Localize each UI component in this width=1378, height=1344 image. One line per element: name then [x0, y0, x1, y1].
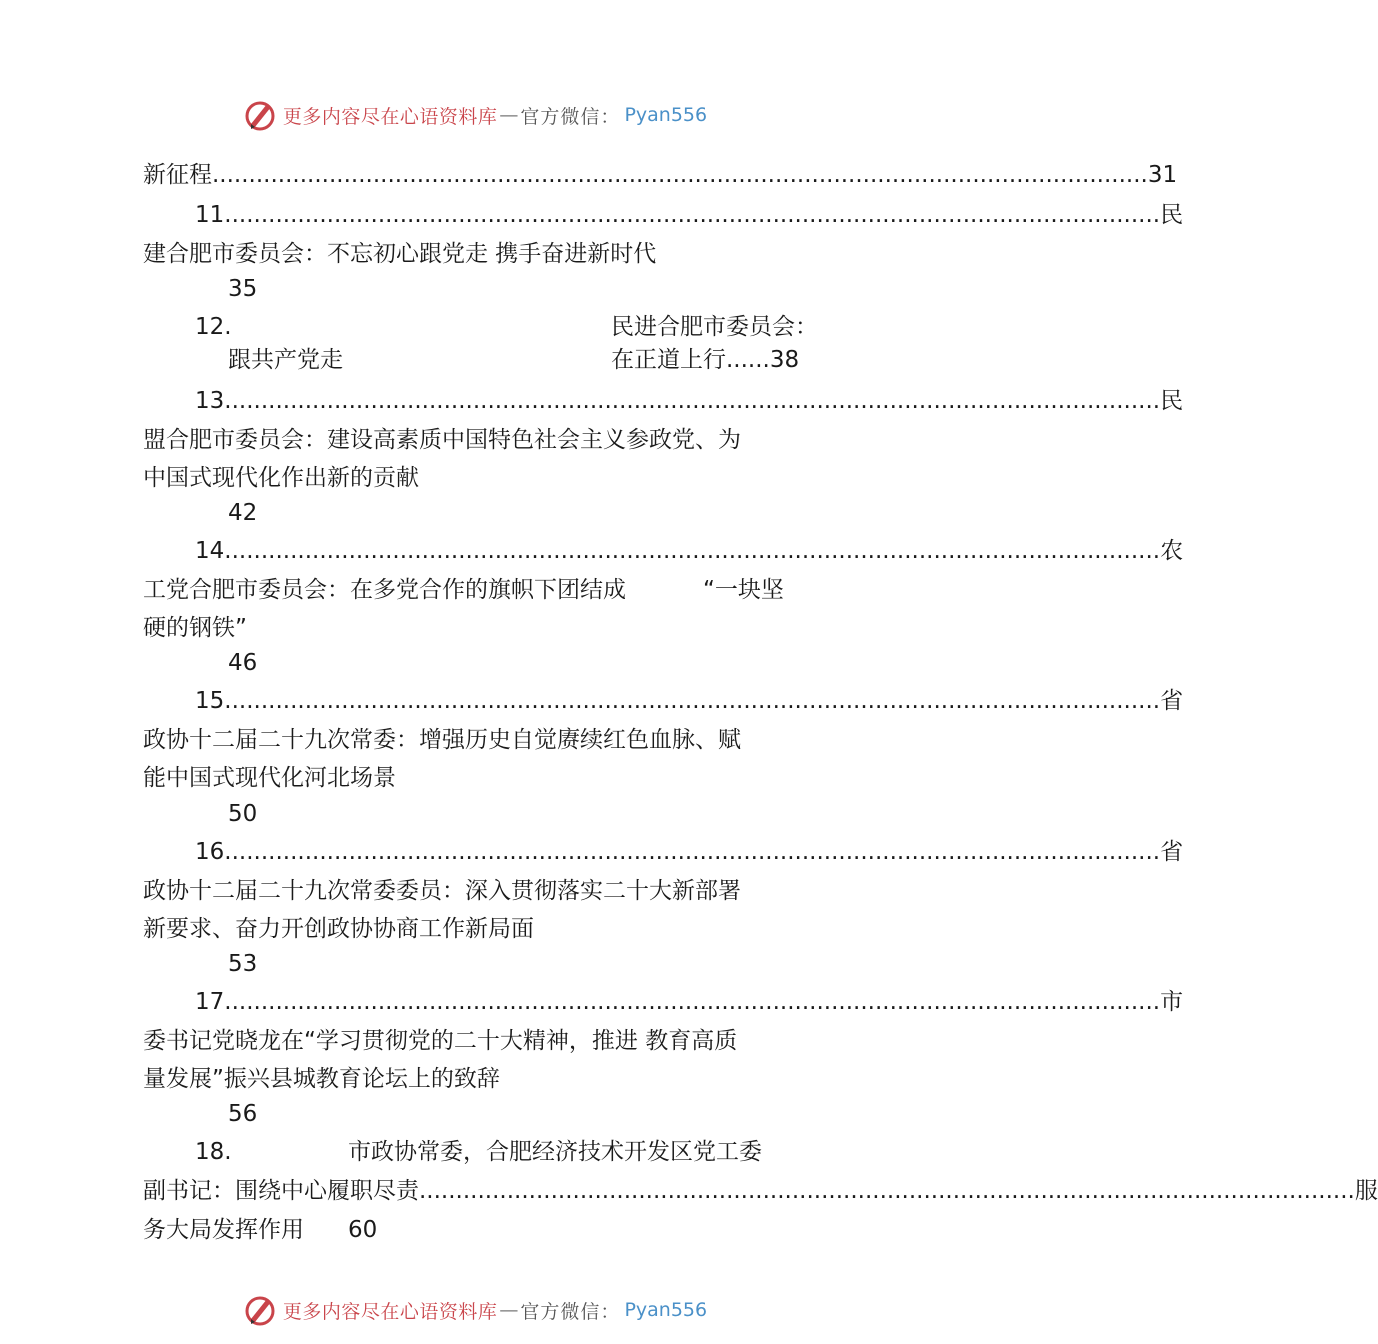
toc-page-number: 60	[348, 1217, 378, 1243]
toc-entry-line	[143, 1176, 1378, 1206]
toc-entry-text: 务大局发挥作用	[143, 1217, 304, 1243]
toc-entry-tail: 省	[1160, 688, 1184, 714]
toc-entry-text: 在正道上行......38	[611, 347, 800, 373]
watermark-header	[0, 95, 950, 135]
toc-page-number: 46	[228, 650, 258, 676]
watermark-text: 更多内容尽在心语资料库	[282, 105, 498, 128]
watermark-footer	[0, 1290, 950, 1330]
toc-page-number: 56	[228, 1101, 258, 1127]
toc-page-number: 42	[228, 500, 258, 526]
toc-entry-number: 16	[195, 839, 225, 865]
toc-entry-number: 15	[195, 688, 225, 714]
toc-page-number: 50	[228, 801, 258, 827]
toc-entry-text: 量发展”振兴县城教育论坛上的致辞	[143, 1066, 500, 1092]
toc-entry-text: 新征程	[143, 162, 212, 188]
watermark-text: 更多内容尽在心语资料库	[282, 1300, 498, 1323]
toc-entry-tail: 省	[1160, 839, 1184, 865]
toc-entry-text: 建合肥市委员会：不忘初心跟党走 携手奋进新时代	[143, 241, 657, 267]
toc-entry-text: 中国式现代化作出新的贡献	[143, 465, 419, 491]
dot-leader: ................................................................................................................................	[224, 688, 1161, 714]
toc-entry-line	[195, 386, 1184, 416]
pen-logo-icon	[243, 98, 277, 132]
toc-page-number: 53	[228, 951, 258, 977]
toc-entry-number: 13	[195, 388, 225, 414]
toc-entry-text: 硬的钢铁”	[143, 615, 247, 641]
toc-page-number: 35	[228, 276, 258, 302]
toc-entry-text: 跟共产党走	[228, 347, 343, 373]
watermark-separator: —	[499, 104, 519, 126]
toc-entry-tail: 服	[1354, 1178, 1378, 1204]
toc-entry-line	[195, 987, 1184, 1017]
toc-entry-text: 委书记党晓龙在“学习贯彻党的二十大精神，推进 教育高质	[143, 1028, 738, 1054]
toc-entry-line	[195, 686, 1184, 716]
watermark-account: Pyan556	[624, 1299, 708, 1321]
toc-entry-number: 17	[195, 989, 225, 1015]
dot-leader: ................................................................................................................................	[224, 839, 1161, 865]
toc-entry-line	[143, 160, 1178, 190]
toc-entry-line	[195, 837, 1184, 867]
watermark-separator: —	[499, 1299, 519, 1321]
toc-entry-number: 14	[195, 538, 225, 564]
toc-entry-text: 盟合肥市委员会：建设高素质中国特色社会主义参政党、为	[143, 427, 741, 453]
toc-entry-text: 能中国式现代化河北场景	[143, 765, 396, 791]
toc-entry-tail: 民	[1160, 202, 1184, 228]
toc-entry-number: 11	[195, 202, 225, 228]
toc-entry-text: “一块坚	[703, 577, 784, 603]
watermark-label: 官方微信：	[520, 105, 621, 128]
toc-entry-tail: 民	[1160, 388, 1184, 414]
toc-entry-tail: 市	[1160, 989, 1184, 1015]
toc-entry-text: 副书记：围绕中心履职尽责	[143, 1178, 419, 1204]
toc-entry-number: 18.	[195, 1139, 232, 1165]
toc-entry-text: 民进合肥市委员会：	[611, 314, 818, 340]
dot-leader: ................................................................................................................................	[224, 538, 1161, 564]
toc-entry-tail: 农	[1160, 538, 1184, 564]
toc-entry-text: 政协十二届二十九次常委委员：深入贯彻落实二十大新部署	[143, 878, 741, 904]
watermark-label: 官方微信：	[520, 1300, 621, 1323]
toc-entry-number: 12.	[195, 314, 232, 340]
toc-entry-text: 新要求、奋力开创政协协商工作新局面	[143, 916, 534, 942]
watermark-account: Pyan556	[624, 104, 708, 126]
toc-entry-line	[195, 536, 1184, 566]
dot-leader: ................................................................................................................................	[224, 388, 1161, 414]
dot-leader: ................................................................................................................................	[419, 1178, 1355, 1204]
toc-entry-text: 工党合肥市委员会：在多党合作的旗帜下团结成	[143, 577, 626, 603]
dot-leader: ................................................................................................................................	[224, 989, 1161, 1015]
toc-entry-line	[195, 200, 1184, 230]
toc-page-number: 31	[1147, 162, 1178, 188]
toc-entry-text: 政协十二届二十九次常委：增强历史自觉赓续红色血脉、赋	[143, 727, 741, 753]
pen-logo-icon	[243, 1293, 277, 1327]
toc-entry-text: 市政协常委，合肥经济技术开发区党工委	[348, 1139, 762, 1165]
dot-leader: ................................................................................................................................	[224, 202, 1161, 228]
dot-leader: ................................................................................................................................	[212, 162, 1148, 188]
